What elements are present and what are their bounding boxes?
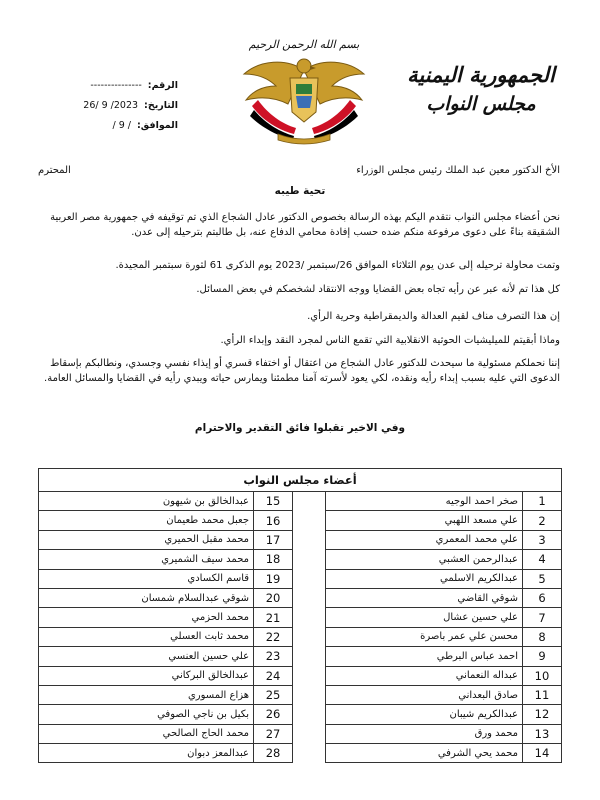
council-title: مجلس النواب	[426, 93, 536, 115]
member-number: 27	[254, 724, 293, 743]
paragraph-5: وماذا أبقيتم للميليشيات الحوثية الانقلابية التي تقمع الناس لمجرد النقد وإبداء الرأي.	[220, 335, 560, 346]
member-name: احمد عباس البرطي	[326, 647, 523, 666]
member-name: محمد الحاج الصالحي	[39, 724, 254, 743]
members-table-body	[39, 492, 562, 763]
table-header-row	[39, 469, 562, 492]
member-number: 24	[254, 666, 293, 685]
date-value: 26/ 9 /2023	[83, 100, 139, 111]
member-number: 8	[523, 627, 562, 646]
member-name: عبدالرحمن العشبي	[326, 550, 523, 569]
member-number: 16	[254, 511, 293, 530]
column-gap	[293, 511, 326, 530]
member-name: عبداله النعماني	[326, 666, 523, 685]
member-name: عبدالخالق بن شيهون	[39, 492, 254, 511]
table-row	[39, 569, 562, 588]
member-number: 13	[523, 724, 562, 743]
column-gap	[293, 647, 326, 666]
column-gap	[293, 627, 326, 646]
basmala-text: بسم الله الرحمن الرحيم	[248, 38, 360, 51]
date-row	[28, 96, 178, 116]
column-gap	[293, 492, 326, 511]
member-number: 6	[523, 588, 562, 607]
paragraph-1: نحن أعضاء مجلس النواب نتقدم اليكم بهذه الرسالة بخصوص الدكتور عادل الشجاع الذي تم توقيفه في جمهورية مصر العربية الشقيقة بناءً على دعوى مرفوعة منكم ضده حسب إفادة محامي الدفاع عنه، بل طالبتم بترحيله إلى عدن.	[50, 212, 560, 238]
member-number: 25	[254, 685, 293, 704]
hijri-row	[28, 116, 178, 136]
ref-label: الرقم:	[147, 80, 178, 91]
table-row	[39, 647, 562, 666]
member-name: محمد يحي الشرفي	[326, 744, 523, 763]
member-number: 26	[254, 705, 293, 724]
member-name: شوقي عبدالسلام شمسان	[39, 588, 254, 607]
hijri-label: الموافق:	[137, 120, 178, 131]
column-gap	[293, 608, 326, 627]
members-table	[38, 468, 562, 763]
paragraph-4: إن هذا التصرف مناف لقيم العدالة والديمقراطية وحرية الرأي.	[307, 311, 560, 322]
member-number: 21	[254, 608, 293, 627]
paragraph-3: كل هذا تم لأنه عبر عن رأيه تجاه بعض القضايا ووجه الانتقاد لشخصكم في بعض المسائل.	[196, 284, 560, 295]
column-gap	[293, 724, 326, 743]
member-number: 11	[523, 685, 562, 704]
member-name: علي محمد المعمري	[326, 530, 523, 549]
member-name: محمد سيف الشميري	[39, 550, 254, 569]
member-number: 18	[254, 550, 293, 569]
member-name: هزاع المسوري	[39, 685, 254, 704]
ref-value: ---------------	[90, 80, 142, 91]
column-gap	[293, 744, 326, 763]
column-gap	[293, 569, 326, 588]
member-number: 12	[523, 705, 562, 724]
table-row	[39, 608, 562, 627]
yemen-emblem-icon	[238, 30, 370, 148]
member-name: محمد ثابت العسلي	[39, 627, 254, 646]
letterhead-title	[406, 60, 556, 118]
addressee-line	[38, 165, 560, 176]
member-number: 22	[254, 627, 293, 646]
member-number: 20	[254, 588, 293, 607]
member-number: 28	[254, 744, 293, 763]
table-row	[39, 627, 562, 646]
table-row	[39, 530, 562, 549]
column-gap	[293, 550, 326, 569]
table-title: أعضاء مجلس النواب	[39, 469, 562, 492]
table-row	[39, 666, 562, 685]
table-row	[39, 685, 562, 704]
member-number: 2	[523, 511, 562, 530]
member-name: محمد ورق	[326, 724, 523, 743]
honorific: المحترم	[38, 165, 71, 176]
table-row	[39, 550, 562, 569]
paragraph-6: إننا نحملكم مسئولية ما سيحدث للدكتور عادل الشجاع من اعتقال أو اختفاء قسري أو إيذاء نفسي وجسدي، ونطالبكم بإسقاط الدعوى التي عليه بسبب إبداء رأيه ونقده، لكي يعود لأسرته آمنا مطمئنا ويمارس حياته ويبدي رأيه في القضايا والمسائل العامة.	[44, 358, 560, 384]
member-number: 15	[254, 492, 293, 511]
member-number: 1	[523, 492, 562, 511]
table-row	[39, 724, 562, 743]
member-name: صادق البعداني	[326, 685, 523, 704]
member-number: 7	[523, 608, 562, 627]
member-number: 14	[523, 744, 562, 763]
member-name: عبدالخالق البركاني	[39, 666, 254, 685]
table-row	[39, 492, 562, 511]
table-row	[39, 705, 562, 724]
member-name: شوقي القاضي	[326, 588, 523, 607]
member-name: محمد الحزمي	[39, 608, 254, 627]
member-name: علي حسين العنسي	[39, 647, 254, 666]
member-name: عبدالكريم الاسلمي	[326, 569, 523, 588]
republic-title: الجمهورية اليمنية	[407, 62, 555, 87]
table-row	[39, 744, 562, 763]
member-number: 3	[523, 530, 562, 549]
table-row	[39, 511, 562, 530]
closing-line: وفي الاخير تقبلوا فائق التقدير والاحترام	[194, 422, 406, 434]
member-name: صخر احمد الوجيه	[326, 492, 523, 511]
paragraph-2: وتمت محاولة ترحيله إلى عدن يوم الثلاثاء الموافق 26/سبتمبر /2023 يوم الذكرى 61 لثورة سبتمبر المجيدة.	[115, 260, 560, 271]
member-number: 4	[523, 550, 562, 569]
member-number: 23	[254, 647, 293, 666]
column-gap	[293, 588, 326, 607]
column-gap	[293, 705, 326, 724]
member-number: 5	[523, 569, 562, 588]
member-name: علي حسين عشال	[326, 608, 523, 627]
addressee-name: الأخ الدكتور معين عبد الملك رئيس مجلس الوزراء	[356, 165, 560, 176]
table-row	[39, 588, 562, 607]
greeting: تحية طيبه	[274, 185, 326, 197]
date-label: التاريخ:	[144, 100, 178, 111]
ref-row	[28, 76, 178, 96]
member-name: جعبل محمد طعيمان	[39, 511, 254, 530]
member-name: عبدالمعز دبوان	[39, 744, 254, 763]
column-gap	[293, 685, 326, 704]
member-name: محسن علي عمر باصرة	[326, 627, 523, 646]
letter-meta	[28, 76, 178, 136]
member-name: بكيل بن ناجي الصوفي	[39, 705, 254, 724]
member-number: 17	[254, 530, 293, 549]
member-name: علي مسعد اللهبي	[326, 511, 523, 530]
column-gap	[293, 666, 326, 685]
hijri-value: / 9 /	[112, 120, 131, 131]
member-name: عبدالكريم شيبان	[326, 705, 523, 724]
member-number: 19	[254, 569, 293, 588]
member-name: محمد مقبل الحميري	[39, 530, 254, 549]
member-number: 9	[523, 647, 562, 666]
member-name: قاسم الكسادي	[39, 569, 254, 588]
column-gap	[293, 530, 326, 549]
member-number: 10	[523, 666, 562, 685]
